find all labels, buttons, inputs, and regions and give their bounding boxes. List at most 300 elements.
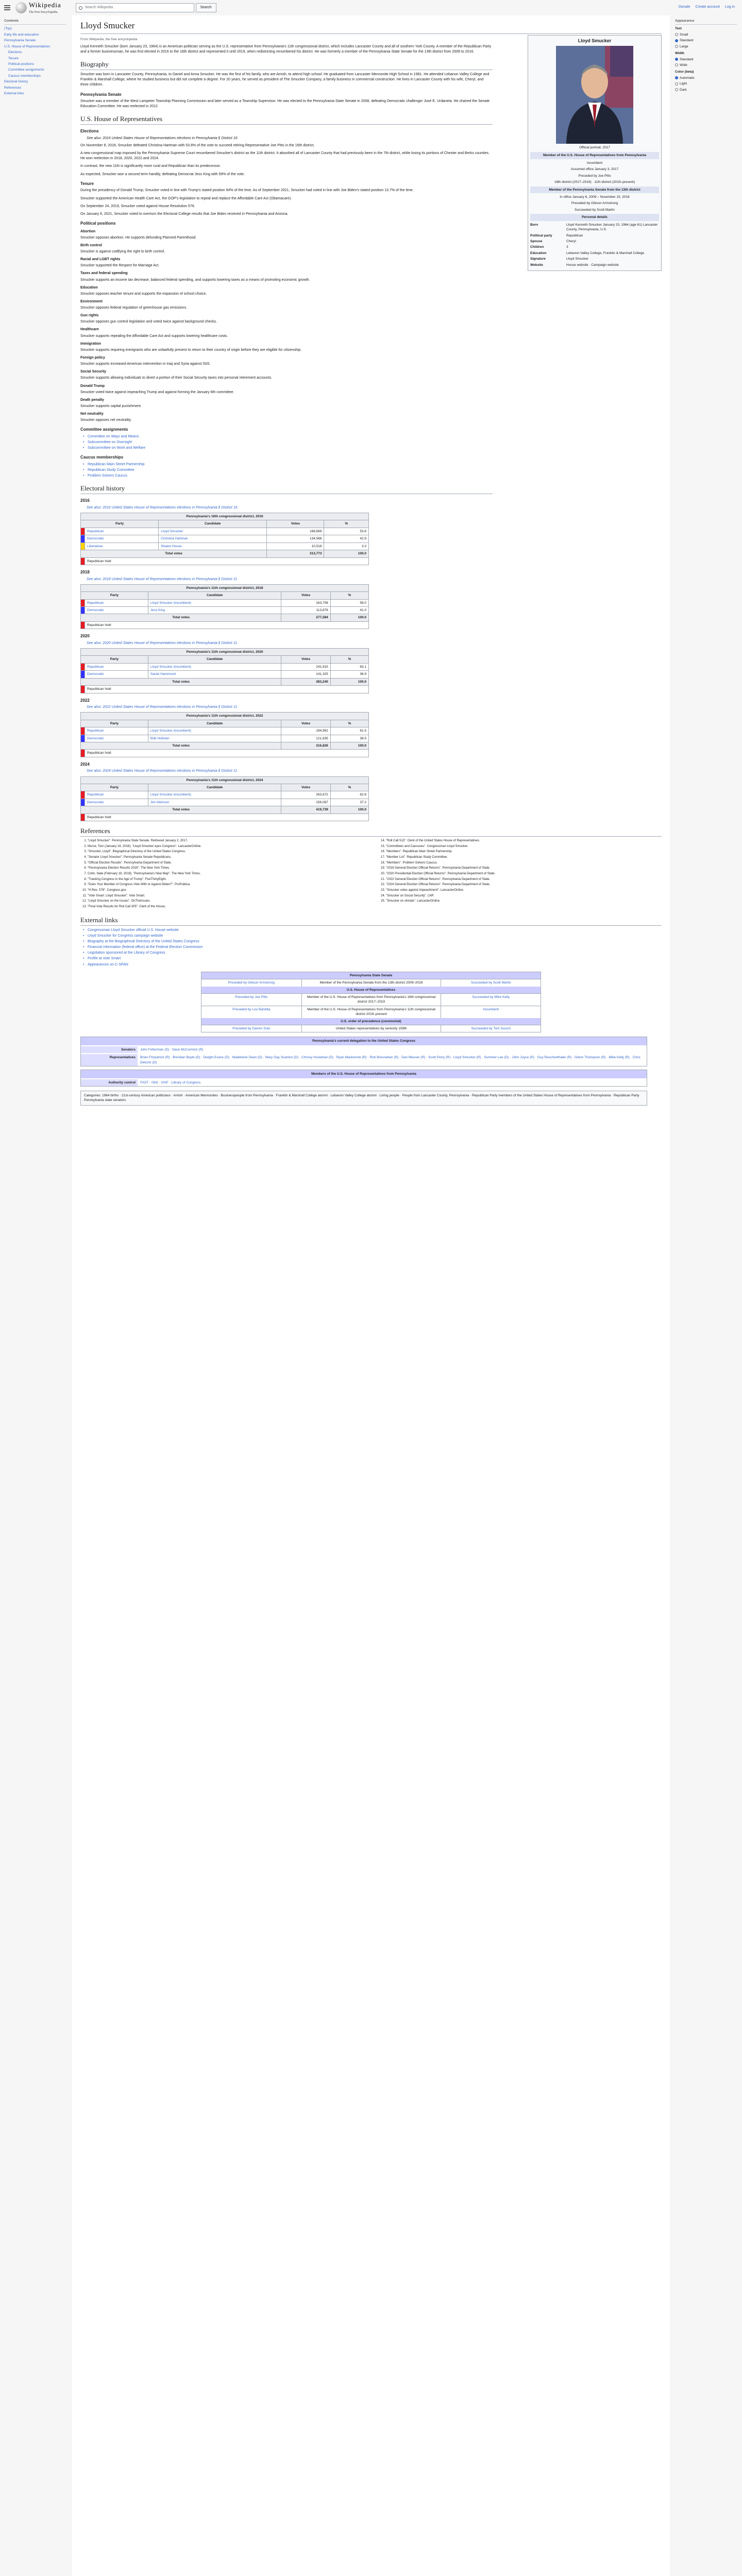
succession-succeeded[interactable]: Succeeded by Scott Martin: [441, 979, 541, 986]
total-label: Total votes: [81, 678, 281, 685]
candidate-cell[interactable]: Shawn House: [159, 543, 267, 550]
col-header: Candidate: [148, 656, 281, 663]
appearance-option[interactable]: [675, 32, 737, 37]
elections-see-also[interactable]: See also: 2016 United States House of Representatives elections in Pennsylvania § District 16: [87, 136, 238, 140]
infobox-value: Republican: [566, 233, 583, 238]
party-color-swatch: [81, 607, 85, 614]
elections-heading: Elections: [80, 129, 99, 134]
election-see-also[interactable]: See also: 2022 United States House of Representatives elections in Pennsylvania § District 11: [87, 705, 238, 709]
reference-item[interactable]: 25. "Smucker on climate". LancasterOnline.: [386, 899, 662, 904]
infobox-key: Website: [530, 263, 543, 267]
reference-item[interactable]: 2. Murse, Tom (January 18, 2016). "Lloyd Smucker eyes Congress". LancasterOnline.: [88, 844, 363, 849]
infobox-value: Lloyd Smucker: [566, 257, 588, 261]
external-link[interactable]: • Legislation sponsored at the Library of Congress: [80, 951, 662, 956]
toc-item[interactable]: Early life and education: [4, 32, 39, 37]
incumbent-label: Incumbent: [586, 161, 603, 165]
hold-label: Republican hold: [85, 621, 369, 629]
reference-item[interactable]: 6. "Pennsylvania Election Results 2016". The New York Times.: [88, 866, 363, 871]
succession-succeeded[interactable]: Succeeded by Mike Kelly: [441, 994, 541, 1006]
radio-icon[interactable]: [675, 82, 678, 86]
col-header: Party: [81, 656, 148, 663]
party-color-swatch: [81, 814, 85, 821]
col-header: %: [330, 656, 368, 663]
hold-row: [81, 621, 369, 629]
col-header: Candidate: [148, 592, 281, 599]
table-row: [81, 599, 369, 606]
party-color-swatch: [81, 735, 85, 742]
total-row: [81, 550, 369, 557]
total-votes: 313,773: [267, 550, 324, 557]
toc-item[interactable]: References: [4, 86, 22, 90]
party-color-swatch: [81, 557, 85, 565]
col-header: %: [330, 720, 368, 727]
reference-item[interactable]: 17. "Member List". Republican Study Committee.: [386, 855, 662, 860]
party-cell[interactable]: Republican: [85, 528, 159, 535]
delegation-navbox: [80, 1037, 647, 1066]
position-text: Smucker opposes gun control legislation and voted twice against background checks.: [80, 320, 217, 324]
percent-cell: 59.0: [330, 599, 368, 606]
candidate-cell[interactable]: Lloyd Smucker: [159, 528, 267, 535]
position-heading: Taxes and federal spending: [80, 272, 128, 276]
page-title: Lloyd Smucker: [80, 20, 662, 34]
total-label: Total votes: [81, 614, 281, 621]
total-label: Total votes: [81, 742, 281, 749]
article-body: [80, 44, 493, 821]
succession-row: [201, 1025, 541, 1032]
votes-cell: 134,586: [267, 535, 324, 543]
position-text: Smucker supports allowing individuals to divert a portion of their Social Security taxes into personal retirement accounts.: [80, 376, 272, 380]
votes-cell: 263,672: [281, 791, 330, 799]
col-header: %: [330, 784, 368, 791]
col-header: Candidate: [148, 720, 281, 727]
article-content: [72, 15, 670, 2576]
votes-cell: 194,991: [281, 727, 330, 735]
election-see-also[interactable]: See also: 2020 United States House of Representatives elections in Pennsylvania § District 11: [87, 641, 238, 645]
succession-succeeded[interactable]: Incumbent: [441, 1006, 541, 1018]
position-heading: Education: [80, 285, 98, 290]
navbox-title[interactable]: Members of the U.S. House of Representatives from Pennsylvania: [81, 1070, 647, 1078]
reference-item[interactable]: 10. "H.Res. 576". Congress.gov.: [88, 888, 363, 893]
wikipedia-wordmark[interactable]: Wikipedia The Free Encyclopedia: [29, 1, 61, 14]
position-heading: Net neutrality: [80, 412, 104, 416]
header-link[interactable]: Log in: [724, 5, 735, 9]
position-text: Smucker opposes net neutrality.: [80, 418, 132, 422]
appearance-option[interactable]: [675, 44, 737, 49]
votes-cell: 241,915: [281, 663, 330, 670]
election-caption: Pennsylvania's 16th congressional district, 2016: [81, 513, 369, 520]
toc-item[interactable]: U.S. House of Representatives: [4, 44, 50, 48]
navbox-list[interactable]: John Fetterman (D) · Dave McCormick (R): [138, 1046, 647, 1053]
party-color-swatch: [81, 535, 85, 543]
total-votes: 316,826: [281, 742, 330, 749]
candidate-cell[interactable]: Lloyd Smucker (incumbent): [148, 663, 281, 670]
election-year-heading: 2020: [80, 634, 90, 639]
election-table: [80, 776, 369, 822]
search-input[interactable]: Search Wikipedia: [76, 3, 194, 12]
toc-item[interactable]: Caucus memberships: [8, 74, 41, 78]
search-button[interactable]: Search: [196, 3, 216, 12]
infobox-row: [530, 251, 659, 256]
position-heading: Foreign policy: [80, 356, 105, 360]
wikipedia-logo-icon[interactable]: [15, 2, 27, 13]
position-heading: Immigration: [80, 342, 102, 346]
from-wikipedia-note: From Wikipedia, the free encyclopedia: [80, 37, 138, 41]
total-row: [81, 806, 369, 814]
position-heading: Healthcare: [80, 328, 99, 332]
radio-icon[interactable]: [675, 45, 678, 48]
percent-cell: 3.3: [324, 543, 369, 550]
candidate-cell[interactable]: Sarah Hammond: [148, 671, 281, 678]
caucus-item[interactable]: • Problem Solvers Caucus: [80, 473, 493, 479]
party-cell[interactable]: Republican: [85, 663, 148, 670]
reference-item[interactable]: 23. "Smucker votes against impeachment". LancasterOnline.: [386, 888, 662, 893]
candidate-cell[interactable]: Lloyd Smucker (incumbent): [148, 599, 281, 606]
option-label: Standard: [680, 39, 694, 43]
reference-item[interactable]: 1. "Lloyd Smucker". Pennsylvania State Senate. Retrieved January 2, 2017.: [88, 839, 363, 843]
reference-item[interactable]: 16. "Members". Republican Main Street Partnership.: [386, 850, 662, 854]
radio-icon[interactable]: [675, 88, 678, 91]
votes-cell: 156,067: [281, 799, 330, 806]
external-link[interactable]: • Congressman Lloyd Smucker official U.S. House website: [80, 928, 662, 933]
percent-cell: 53.8: [324, 528, 369, 535]
reference-item[interactable]: 21. "2022 General Election Official Returns". Pennsylvania Department of State.: [386, 877, 662, 882]
portrait-photo[interactable]: [556, 46, 633, 144]
succession-preceded[interactable]: Preceded by Gibson Armstrong: [228, 981, 275, 985]
reference-item[interactable]: 8. "Tracking Congress in the Age of Trump". FiveThirtyEight.: [88, 877, 363, 882]
elections-para-4: As expected, Smucker won a second term handily, defeating Democrat Jess King with 59% of the vote.: [80, 172, 245, 176]
votes-cell: 121,835: [281, 735, 330, 742]
election-caption: Pennsylvania's 11th congressional district, 2020: [81, 649, 369, 656]
appearance-option[interactable]: [675, 81, 737, 86]
total-label: Total votes: [81, 806, 281, 814]
total-row: [81, 742, 369, 749]
senate-preceded[interactable]: Preceded by Gibson Armstrong: [571, 201, 618, 206]
position-heading: Social Security: [80, 370, 107, 374]
header-link[interactable]: Create account: [695, 5, 720, 9]
succession-header: Pennsylvania State Senate: [201, 972, 541, 979]
reference-item[interactable]: 18. "Members". Problem Solvers Caucus.: [386, 861, 662, 866]
position-text: Smucker supports capital punishment.: [80, 404, 142, 409]
total-percent: 100.0: [324, 550, 369, 557]
radio-icon[interactable]: [675, 76, 678, 79]
external-links-heading: External links: [80, 916, 662, 926]
position-heading: Environment: [80, 299, 103, 303]
appearance-title: Appearance: [675, 19, 737, 25]
infobox-value: 3: [566, 245, 568, 249]
search-icon: [79, 6, 82, 10]
external-link[interactable]: • Biography at the Biographical Directory of the United States Congress: [80, 939, 662, 944]
party-cell[interactable]: Democratic: [85, 799, 148, 806]
navbox-list[interactable]: FAST · ISNI · VIAF · Library of Congress: [138, 1079, 647, 1086]
caucus-heading: Caucus memberships: [80, 455, 124, 460]
infobox-row: [530, 223, 659, 232]
senate-succeeded[interactable]: Succeeded by Scott Martin: [575, 208, 615, 212]
table-row: [81, 663, 369, 670]
total-percent: 100.0: [330, 806, 368, 814]
position-heading: Death penalty: [80, 398, 104, 402]
election-see-also[interactable]: See also: 2016 United States House of Representatives elections in Pennsylvania § District 16: [87, 505, 238, 510]
categories-box[interactable]: Categories: 1964 births · 21st-century American politicians · Amish · American Mennonites · Businesspeople from Pennsylvania · Franklin & Marshall College alumni · Lebanon Valley College alumni · Living people · People from Lancaster County, Pennsylvania · Republican Party members of the United States House of Representatives from Pennsylvania · Republican Party Pennsylvania state senators: [80, 1091, 647, 1106]
election-year-heading: 2018: [80, 570, 90, 575]
electoral-history-heading: Electoral history: [80, 484, 493, 494]
party-cell[interactable]: Democratic: [85, 607, 148, 614]
candidate-cell[interactable]: Lloyd Smucker (incumbent): [148, 727, 281, 735]
external-link[interactable]: • Financial information (federal office) at the Federal Election Commission: [80, 945, 662, 950]
infobox-value: House website · Campaign website: [566, 263, 619, 267]
party-color-swatch: [81, 671, 85, 678]
committees-heading: Committee assignments: [80, 427, 128, 432]
table-row: [81, 735, 369, 742]
col-header: Votes: [281, 784, 330, 791]
external-link[interactable]: • Appearances on C-SPAN: [80, 962, 662, 968]
total-percent: 100.0: [330, 742, 368, 749]
reference-item[interactable]: 19. "2018 General Election Official Returns". Pennsylvania Department of State.: [386, 866, 662, 871]
radio-icon[interactable]: [675, 63, 678, 66]
succession-office: Member of the U.S. House of Representatives from Pennsylvania's 11th congressional district 2019–present: [301, 1006, 441, 1018]
reference-item[interactable]: 5. "Official Election Results". Pennsylvania Department of State.: [88, 861, 363, 866]
party-cell[interactable]: Republican: [85, 791, 148, 799]
position-text: Smucker opposes teacher tenure and supports the expansion of school choice.: [80, 292, 207, 296]
infobox-key: Spouse: [530, 239, 543, 243]
infobox-row: [530, 263, 659, 267]
toc-item[interactable]: Pennsylvania Senate: [4, 39, 36, 43]
election-table: [80, 648, 369, 693]
caucus-item[interactable]: • Republican Study Committee: [80, 468, 493, 473]
hold-row: [81, 686, 369, 693]
reference-item[interactable]: 12. "Lloyd Smucker on the Issues". OnTheIssues.: [88, 899, 363, 904]
party-color-swatch: [81, 727, 85, 735]
percent-cell: 62.8: [330, 791, 368, 799]
navbox-row: [81, 1053, 647, 1066]
positions-heading: Political positions: [80, 221, 116, 226]
party-color-swatch: [81, 528, 85, 535]
toc-item[interactable]: Tenure: [8, 56, 19, 60]
hold-label: Republican hold: [85, 750, 369, 757]
reference-item[interactable]: 9. "Does Your Member of Congress Vote With or Against Biden?". ProPublica.: [88, 883, 363, 887]
party-cell[interactable]: Democratic: [85, 735, 148, 742]
election-see-also[interactable]: See also: 2018 United States House of Representatives elections in Pennsylvania § District 11: [87, 577, 238, 581]
total-row: [81, 678, 369, 685]
toc-item[interactable]: Electoral history: [4, 80, 28, 84]
succession-row: [201, 979, 541, 986]
infobox-row: [530, 239, 659, 244]
party-cell[interactable]: Republican: [85, 599, 148, 606]
members-navbox: [80, 1070, 647, 1087]
position-heading: Racial and LGBT rights: [80, 258, 121, 262]
table-row: [81, 543, 369, 550]
table-row: [81, 727, 369, 735]
infobox-row: [530, 233, 659, 238]
radio-icon[interactable]: [675, 39, 678, 42]
votes-cell: 10,518: [267, 543, 324, 550]
succession-preceded[interactable]: Preceded by Lou Barletta: [232, 1007, 271, 1011]
reference-item[interactable]: 22. "2024 General Election Official Returns". Pennsylvania Department of State.: [386, 883, 662, 887]
office-header: Member of the U.S. House of Representatives from Pennsylvania: [530, 152, 659, 159]
succession-header: U.S. House of Representatives: [201, 987, 541, 993]
election-see-also[interactable]: See also: 2024 United States House of Representatives elections in Pennsylvania § District 11: [87, 769, 238, 773]
table-row: [81, 799, 369, 806]
total-label: Total votes: [81, 550, 267, 557]
col-header: Votes: [281, 592, 330, 599]
party-cell[interactable]: Democratic: [85, 535, 159, 543]
reference-item[interactable]: 24. "Smucker on Social Security". LNP.: [386, 894, 662, 899]
party-cell[interactable]: Libertarian: [85, 543, 159, 550]
table-row: [81, 535, 369, 543]
senate-text: Smucker was a member of the West Lampeter Township Planning Commission and later served as a Township Supervisor. He was elected to the Pennsylvania State Senate in 2008, defeating Democratic challenger José E. Urdaneta. He chaired the Senate Education Committee. He was reelected in 2012.: [80, 99, 490, 109]
party-color-swatch: [81, 791, 85, 799]
caucus-item[interactable]: • Republican Main Street Partnership: [80, 462, 493, 467]
party-cell[interactable]: Republican: [85, 727, 148, 735]
hold-label: Republican hold: [85, 686, 369, 693]
position-heading: Birth control: [80, 243, 102, 247]
percent-cell: 36.9: [330, 671, 368, 678]
elections-para-1: On November 8, 2016, Smucker defeated Christina Hartman with 53.8% of the vote to succeed retiring Representative Joe Pitts in the 16th district.: [80, 144, 315, 148]
toc-item[interactable]: (Top): [4, 27, 12, 31]
tenure-para-1: During the presidency of Donald Trump, Smucker voted in line with Trump's stated position 94% of the time. As of September 2021, Smucker had voted in line with Joe Biden's stated position 13.7% of the time.: [80, 189, 414, 193]
infobox-key: Political party: [530, 233, 552, 238]
option-label: Wide: [680, 63, 687, 67]
reference-item[interactable]: 11. "Vote Smart: Lloyd Smucker". Vote Smart.: [88, 894, 363, 899]
table-row: [81, 791, 369, 799]
senate-term: In office January 6, 2009 – November 15, 2016: [560, 195, 630, 199]
reference-item[interactable]: 7. Cohn, Nate (February 19, 2018). "Pennsylvania's New Map". The New York Times.: [88, 872, 363, 876]
party-color-swatch: [81, 686, 85, 693]
position-text: Smucker supports an income tax decrease, balanced federal spending, and supports lowering taxes as a means of promoting economic growth.: [80, 278, 310, 282]
candidate-cell[interactable]: Jess King: [148, 607, 281, 614]
text-size-title: Text: [675, 27, 682, 31]
infobox-key: Children: [530, 245, 544, 249]
total-percent: 100.0: [330, 678, 368, 685]
table-row: [81, 671, 369, 678]
navbox-group: Representatives: [81, 1054, 138, 1066]
votes-cell: 168,669: [267, 528, 324, 535]
succession-preceded[interactable]: Preceded by Darren Soto: [232, 1027, 271, 1031]
option-label: Large: [680, 44, 688, 48]
position-heading: Abortion: [80, 229, 96, 233]
candidate-cell[interactable]: Christina Hartman: [159, 535, 267, 543]
reference-item[interactable]: 3. "Smucker, Lloyd". Biographical Directory of the United States Congress.: [88, 850, 363, 854]
succession-office: United States representatives by seniority 159th: [301, 1025, 441, 1032]
external-link[interactable]: • Lloyd Smucker for Congress campaign website: [80, 934, 662, 939]
candidate-cell[interactable]: Bob Hollister: [148, 735, 281, 742]
party-cell[interactable]: Democratic: [85, 671, 148, 678]
appearance-option[interactable]: [675, 63, 737, 67]
references-list: [80, 839, 662, 910]
senate-heading: Pennsylvania Senate: [80, 92, 122, 97]
option-label: Automatic: [680, 76, 695, 80]
infobox-value: Lebanon Valley College, Franklin & Marshall College: [566, 251, 645, 255]
table-row: [81, 528, 369, 535]
election-caption: Pennsylvania's 11th congressional district, 2018: [81, 584, 369, 591]
succession-succeeded[interactable]: Succeeded by Tom Suozzi: [441, 1025, 541, 1032]
toc-item[interactable]: External links: [4, 92, 24, 96]
navbox-list[interactable]: Brian Fitzpatrick (R) · Brendan Boyle (D) · Dwight Evans (D) · Madeleine Dean (D) · Mary Gay Scanlon (D) · Chrissy Houlahan (D) · Ryan Mackenzie (R) · Rob Bresnahan (R) · Dan Meuser (R) · Scott Perry (R) · Lloyd Smucker (R) · Summer Lee (D) · John Joyce (R) · Guy Reschenthaler (R) · Glenn Thompson (R) · Mike Kelly (R) · Chris Deluzio (D): [138, 1054, 647, 1066]
reference-item[interactable]: 13. "Final Vote Results for Roll Call 305". Clerk of the House.: [88, 905, 363, 909]
election-caption: Pennsylvania's 11th congressional district, 2022: [81, 713, 369, 720]
election-year-heading: 2024: [80, 761, 90, 767]
total-row: [81, 614, 369, 621]
preceded-by[interactable]: Preceded by Joe Pitts: [578, 174, 611, 178]
external-link[interactable]: • Profile at Vote Smart: [80, 956, 662, 961]
infobox: [528, 35, 662, 271]
header-link[interactable]: Donate: [678, 5, 690, 9]
hamburger-menu-icon[interactable]: [4, 5, 10, 10]
tenure-para-4: On January 6, 2021, Smucker voted to overturn the Electoral College results that Joe Biden received in Pennsylvania and Arizona.: [80, 212, 289, 216]
reference-item[interactable]: 15. "Committees and Caucuses". Congressman Lloyd Smucker.: [386, 844, 662, 849]
lead-paragraph: Lloyd Kenneth Smucker (born January 23, 1964) is an American politician serving as the U.S. representative from Pennsylvania's 11th congressional district, which includes Lancaster County and all of southern York County. A member of the Republican Party and a former businessman, he was first elected in 2016 to the 16th district and represented it until 2019, when redistricting renumbered his district. He was formerly a member of the Pennsylvania State Senate for the 13th district from 2009 to 2016.: [80, 45, 492, 54]
navbox-title[interactable]: Pennsylvania's current delegation to the United States Congress: [81, 1037, 647, 1045]
appearance-option[interactable]: [675, 88, 737, 92]
party-color-swatch: [81, 750, 85, 757]
references-heading: References: [80, 826, 662, 837]
committees-item[interactable]: • Subcommittee on Work and Welfare: [80, 446, 493, 451]
total-votes: 419,739: [281, 806, 330, 814]
appearance-option[interactable]: [675, 76, 737, 80]
table-row: [81, 607, 369, 614]
option-label: Standard: [680, 57, 694, 61]
appearance-option[interactable]: [675, 57, 737, 62]
committees-item[interactable]: • Committee on Ways and Means: [80, 434, 493, 439]
position-text: Smucker opposes federal regulation of greenhouse gas emissions.: [80, 306, 188, 310]
committees-item[interactable]: • Subcommittee on Oversight: [80, 440, 493, 445]
col-header: Votes: [267, 520, 324, 528]
assumed-office: Assumed office January 3, 2017: [570, 167, 619, 172]
tenure-para-2: Smucker supported the American Health Care Act, the GOP's legislation to repeal and replace the Affordable Care Act (Obamacare).: [80, 196, 292, 200]
toc-item[interactable]: Committee assignments: [8, 68, 44, 72]
toc-item[interactable]: Elections: [8, 50, 22, 55]
election-year-heading: 2016: [80, 498, 90, 503]
total-votes: 383,240: [281, 678, 330, 685]
succession-preceded[interactable]: Preceded by Joe Pitts: [235, 995, 268, 999]
candidate-cell[interactable]: Lloyd Smucker (incumbent): [148, 791, 281, 799]
appearance-option[interactable]: [675, 38, 737, 43]
navbox-group: Authority control: [81, 1079, 138, 1086]
percent-cell: 61.5: [330, 727, 368, 735]
col-header: Party: [81, 592, 148, 599]
col-header: Party: [81, 520, 159, 528]
infobox-row: [530, 257, 659, 261]
hold-row: [81, 557, 369, 565]
party-color-swatch: [81, 543, 85, 550]
col-header: %: [324, 520, 369, 528]
col-header: Votes: [281, 656, 330, 663]
position-text: Smucker supports increased American intervention in Iraq and Syria against ISIS.: [80, 362, 211, 366]
candidate-cell[interactable]: Jim Atkinson: [148, 799, 281, 806]
reference-item[interactable]: 20. "2020 Presidential Election Official Returns". Pennsylvania Department of State.: [386, 872, 662, 876]
election-table: [80, 584, 369, 630]
reference-item[interactable]: 14. "Roll Call 513". Clerk of the United States House of Representatives.: [386, 839, 662, 843]
hold-row: [81, 814, 369, 821]
position-text: Smucker is against codifying the right to birth control.: [80, 249, 165, 253]
color-title: Color (beta): [675, 70, 694, 74]
election-year-heading: 2022: [80, 698, 90, 703]
infobox-key: Born: [530, 223, 538, 227]
radio-icon[interactable]: [675, 58, 678, 61]
navbox-row: [81, 1045, 647, 1053]
hold-row: [81, 750, 369, 757]
succession-office: Member of the Pennsylvania Senate from the 13th district 2009–2016: [301, 979, 441, 986]
hold-label: Republican hold: [85, 557, 369, 565]
infobox-name: Lloyd Smucker: [578, 38, 612, 43]
radio-icon[interactable]: [675, 33, 678, 36]
col-header: Votes: [281, 720, 330, 727]
percent-cell: 38.5: [330, 735, 368, 742]
position-heading: Donald Trump: [80, 384, 105, 388]
elections-para-2: A new congressional map imposed by the Pennsylvania Supreme Court renumbered Smucker's district as the 11th district. It absorbed all of Lancaster County that had previously been in the 7th district, while losing its portions of Chester and Berks counties. He won reelection in 2018, 2020, 2022 and 2024.: [80, 151, 490, 161]
reference-item[interactable]: 4. "Senator Lloyd Smucker". Pennsylvania Senate Republicans.: [88, 855, 363, 860]
toc-item[interactable]: Political positions: [8, 62, 34, 66]
col-header: Party: [81, 784, 148, 791]
